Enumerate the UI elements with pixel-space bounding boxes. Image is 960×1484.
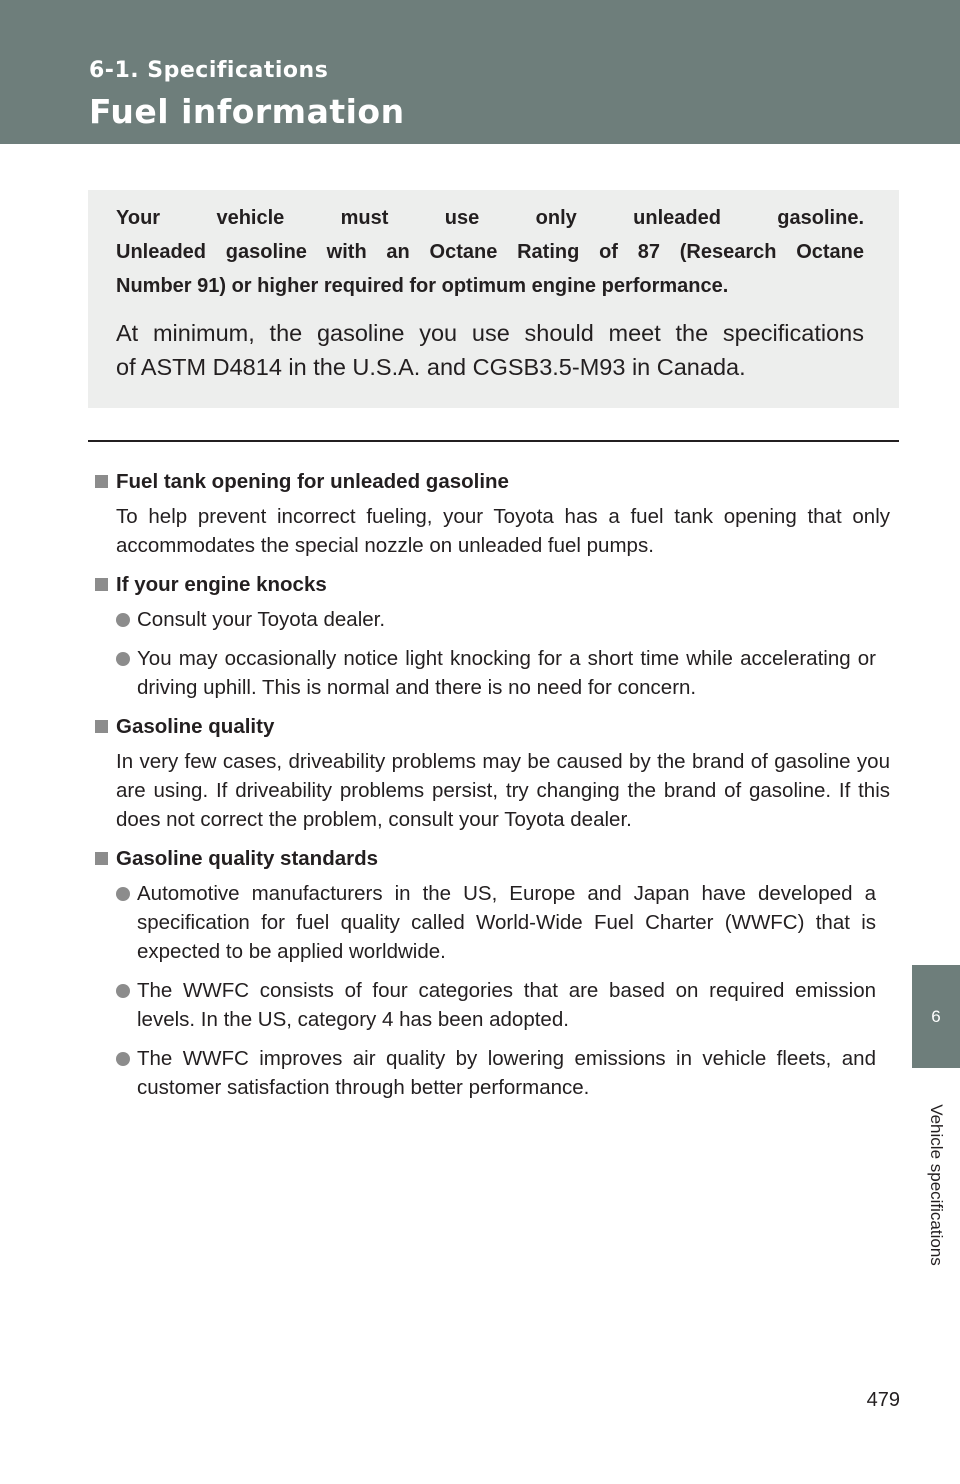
section-heading-text: Gasoline quality (116, 715, 275, 738)
intro-text-line: At minimum, the gasoline you use should meet the specifications (116, 320, 864, 346)
circle-bullet-icon (116, 1052, 130, 1066)
section-heading-text: Gasoline quality standards (116, 847, 379, 870)
page-header (0, 0, 960, 144)
page-title: Fuel information (89, 92, 405, 131)
section-heading (95, 844, 890, 873)
list-item-text: You may occasionally notice light knocking for a short time while accelerating or driving uphill. This is normal and there is no need for concern. (137, 647, 876, 699)
section-paragraph: In very few cases, driveability problems may be caused by the brand of gasoline you are using. If driveability problems persist, try changing the brand of gasoline. If this does not correct the problem, consult your Toyota dealer. (116, 750, 890, 831)
section-heading-text: If your engine knocks (116, 573, 327, 596)
section-heading (95, 712, 890, 741)
list-item-text: Consult your Toyota dealer. (137, 608, 386, 631)
section-heading-text: Fuel tank opening for unleaded gasoline (116, 470, 509, 493)
list-item-text: The WWFC improves air quality by lowering emissions in vehicle fleets, and customer satisfaction through better performance. (137, 1047, 876, 1099)
intro-bold-line: Number 91) or higher required for optimum engine performance. (116, 275, 729, 297)
list-item (116, 879, 876, 966)
list-item (116, 644, 876, 702)
list-item-text: The WWFC consists of four categories that are based on required emission levels. In the US, category 4 has been adopted. (137, 979, 876, 1031)
intro-bold-line: Your vehicle must use only unleaded gasoline. (116, 207, 864, 229)
section-heading (95, 570, 890, 599)
list-item (116, 976, 876, 1034)
circle-bullet-icon (116, 652, 130, 666)
chapter-label-text: Vehicle specifications (927, 1104, 946, 1266)
square-bullet-icon (95, 475, 108, 488)
chapter-tab[interactable] (912, 965, 960, 1068)
circle-bullet-icon (116, 984, 130, 998)
circle-bullet-icon (116, 613, 130, 627)
list-item (116, 1044, 876, 1102)
list-item-text: Automotive manufacturers in the US, Europe and Japan have developed a specification for fuel quality called World-Wide Fuel Charter (WWFC) that is expected to be applied worldwide. (137, 882, 876, 963)
chapter-number: 6 (931, 1006, 941, 1026)
square-bullet-icon (95, 852, 108, 865)
chapter-tab-label (923, 1080, 949, 1290)
circle-bullet-icon (116, 887, 130, 901)
divider-rule (88, 440, 899, 442)
section-label: 6-1. Specifications (89, 58, 329, 83)
section-heading (95, 467, 890, 496)
intro-text-line: of ASTM D4814 in the U.S.A. and CGSB3.5-M93 in Canada. (116, 354, 746, 380)
page-number: 479 (866, 1389, 900, 1411)
section-paragraph: To help prevent incorrect fueling, your Toyota has a fuel tank opening that only accommodates the special nozzle on unleaded fuel pumps. (116, 505, 890, 557)
square-bullet-icon (95, 720, 108, 733)
square-bullet-icon (95, 578, 108, 591)
list-item (116, 605, 876, 634)
main-content (95, 467, 890, 1112)
intro-bold-line: Unleaded gasoline with an Octane Rating of 87 (Research Octane (116, 241, 864, 263)
intro-box (88, 190, 899, 408)
